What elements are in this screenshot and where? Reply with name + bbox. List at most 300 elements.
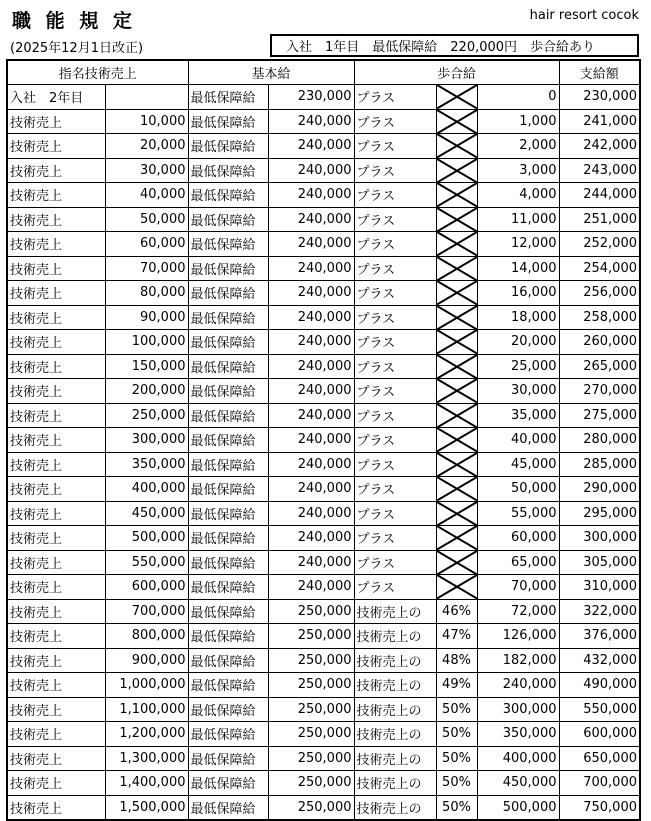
commission-amount: 300,000 (477, 697, 559, 722)
total-pay: 254,000 (559, 256, 640, 281)
sales-amount: 1,100,000 (105, 697, 188, 722)
base-amount: 250,000 (268, 648, 354, 673)
sales-amount: 50,000 (105, 207, 188, 232)
base-amount: 250,000 (268, 624, 354, 649)
cross-icon (437, 232, 477, 256)
commission-amount: 40,000 (477, 428, 559, 453)
base-amount: 240,000 (268, 575, 354, 600)
table-row (7, 550, 640, 575)
sales-amount (105, 85, 188, 110)
base-amount: 240,000 (268, 183, 354, 208)
not-applicable-mark (436, 305, 477, 330)
commission-amount: 16,000 (477, 281, 559, 306)
table-row (7, 697, 640, 722)
not-applicable-mark (436, 575, 477, 600)
first-year-notice: 入社 1年目 最低保障給 220,000円 歩合給あり (270, 34, 639, 57)
sales-amount: 60,000 (105, 232, 188, 257)
row-label: 技術売上 (7, 379, 105, 404)
table-row (7, 648, 640, 673)
table-row (7, 599, 640, 624)
sales-amount: 150,000 (105, 354, 188, 379)
commission-label: プラス (354, 183, 436, 208)
base-label: 最低保障給 (188, 795, 268, 820)
table-row (7, 183, 640, 208)
base-amount: 240,000 (268, 305, 354, 330)
commission-rate: 50% (436, 771, 477, 796)
base-amount: 240,000 (268, 428, 354, 453)
not-applicable-mark (436, 403, 477, 428)
commission-label: プラス (354, 158, 436, 183)
sales-amount: 400,000 (105, 477, 188, 502)
sales-amount: 100,000 (105, 330, 188, 355)
not-applicable-mark (436, 207, 477, 232)
row-label: 技術売上 (7, 624, 105, 649)
commission-amount: 2,000 (477, 134, 559, 159)
not-applicable-mark (436, 256, 477, 281)
row-label: 技術売上 (7, 673, 105, 698)
commission-label: プラス (354, 403, 436, 428)
commission-amount: 30,000 (477, 379, 559, 404)
not-applicable-mark (436, 550, 477, 575)
row-label: 技術売上 (7, 575, 105, 600)
commission-label: プラス (354, 526, 436, 551)
base-label: 最低保障給 (188, 673, 268, 698)
table-row (7, 477, 640, 502)
cross-icon (437, 379, 477, 403)
table-row (7, 305, 640, 330)
col-header-base: 基本給 (188, 60, 354, 85)
commission-amount: 18,000 (477, 305, 559, 330)
not-applicable-mark (436, 134, 477, 159)
commission-rate: 50% (436, 795, 477, 820)
not-applicable-mark (436, 85, 477, 110)
table-row (7, 85, 640, 110)
base-label: 最低保障給 (188, 379, 268, 404)
row-label: 技術売上 (7, 452, 105, 477)
cross-icon (437, 575, 477, 599)
sales-amount: 600,000 (105, 575, 188, 600)
base-amount: 240,000 (268, 232, 354, 257)
base-amount: 250,000 (268, 746, 354, 771)
base-amount: 240,000 (268, 281, 354, 306)
commission-rate: 47% (436, 624, 477, 649)
commission-amount: 500,000 (477, 795, 559, 820)
sales-amount: 1,000,000 (105, 673, 188, 698)
table-row (7, 746, 640, 771)
commission-amount: 72,000 (477, 599, 559, 624)
base-amount: 250,000 (268, 722, 354, 747)
base-amount: 240,000 (268, 134, 354, 159)
base-amount: 250,000 (268, 599, 354, 624)
commission-label: プラス (354, 575, 436, 600)
sales-amount: 350,000 (105, 452, 188, 477)
commission-label: 技術売上の (354, 648, 436, 673)
sales-amount: 1,500,000 (105, 795, 188, 820)
row-label: 技術売上 (7, 697, 105, 722)
total-pay: 490,000 (559, 673, 640, 698)
table-body (7, 85, 640, 821)
cross-icon (437, 257, 477, 281)
commission-label: 技術売上の (354, 722, 436, 747)
total-pay: 230,000 (559, 85, 640, 110)
not-applicable-mark (436, 379, 477, 404)
base-label: 最低保障給 (188, 501, 268, 526)
sales-amount: 1,300,000 (105, 746, 188, 771)
cross-icon (437, 502, 477, 526)
table-row (7, 379, 640, 404)
table-header-row (7, 60, 640, 85)
row-label: 技術売上 (7, 207, 105, 232)
table-row (7, 232, 640, 257)
base-amount: 250,000 (268, 771, 354, 796)
commission-label: プラス (354, 305, 436, 330)
base-label: 最低保障給 (188, 624, 268, 649)
not-applicable-mark (436, 428, 477, 453)
table-row (7, 109, 640, 134)
table-row (7, 281, 640, 306)
not-applicable-mark (436, 183, 477, 208)
base-amount: 240,000 (268, 550, 354, 575)
commission-amount: 240,000 (477, 673, 559, 698)
total-pay: 376,000 (559, 624, 640, 649)
commission-label: プラス (354, 85, 436, 110)
row-label: 技術売上 (7, 330, 105, 355)
base-label: 最低保障給 (188, 403, 268, 428)
row-label: 技術売上 (7, 599, 105, 624)
sales-amount: 10,000 (105, 109, 188, 134)
commission-amount: 12,000 (477, 232, 559, 257)
base-amount: 250,000 (268, 673, 354, 698)
commission-label: プラス (354, 477, 436, 502)
salon-brand: hair resort cocok (529, 8, 639, 23)
base-label: 最低保障給 (188, 575, 268, 600)
total-pay: 258,000 (559, 305, 640, 330)
commission-amount: 450,000 (477, 771, 559, 796)
cross-icon (437, 159, 477, 183)
commission-label: プラス (354, 281, 436, 306)
sales-amount: 30,000 (105, 158, 188, 183)
row-label: 技術売上 (7, 305, 105, 330)
commission-amount: 45,000 (477, 452, 559, 477)
base-amount: 240,000 (268, 158, 354, 183)
col-header-total: 支給額 (559, 60, 640, 85)
sales-amount: 70,000 (105, 256, 188, 281)
total-pay: 265,000 (559, 354, 640, 379)
base-amount: 240,000 (268, 354, 354, 379)
commission-amount: 182,000 (477, 648, 559, 673)
base-label: 最低保障給 (188, 697, 268, 722)
sales-amount: 80,000 (105, 281, 188, 306)
commission-label: 技術売上の (354, 599, 436, 624)
cross-icon (437, 428, 477, 452)
base-label: 最低保障給 (188, 330, 268, 355)
not-applicable-mark (436, 330, 477, 355)
base-amount: 240,000 (268, 526, 354, 551)
base-amount: 240,000 (268, 256, 354, 281)
table-row (7, 501, 640, 526)
row-label: 技術売上 (7, 403, 105, 428)
base-amount: 250,000 (268, 795, 354, 820)
commission-amount: 60,000 (477, 526, 559, 551)
row-label: 技術売上 (7, 428, 105, 453)
commission-amount: 400,000 (477, 746, 559, 771)
cross-icon (437, 404, 477, 428)
table-row (7, 575, 640, 600)
total-pay: 241,000 (559, 109, 640, 134)
not-applicable-mark (436, 501, 477, 526)
sales-amount: 550,000 (105, 550, 188, 575)
cross-icon (437, 85, 477, 109)
commission-rate: 46% (436, 599, 477, 624)
row-label: 技術売上 (7, 281, 105, 306)
commission-label: プラス (354, 109, 436, 134)
base-amount: 240,000 (268, 330, 354, 355)
commission-label: 技術売上の (354, 673, 436, 698)
row-label: 技術売上 (7, 648, 105, 673)
table-row (7, 330, 640, 355)
commission-label: 技術売上の (354, 624, 436, 649)
base-amount: 240,000 (268, 501, 354, 526)
commission-amount: 70,000 (477, 575, 559, 600)
sales-amount: 1,200,000 (105, 722, 188, 747)
cross-icon (437, 526, 477, 550)
table-row (7, 428, 640, 453)
total-pay: 305,000 (559, 550, 640, 575)
total-pay: 432,000 (559, 648, 640, 673)
base-label: 最低保障給 (188, 232, 268, 257)
sales-amount: 800,000 (105, 624, 188, 649)
row-label: 技術売上 (7, 477, 105, 502)
commission-amount: 350,000 (477, 722, 559, 747)
table-row (7, 771, 640, 796)
commission-label: プラス (354, 207, 436, 232)
base-amount: 240,000 (268, 403, 354, 428)
total-pay: 300,000 (559, 526, 640, 551)
base-label: 最低保障給 (188, 207, 268, 232)
base-amount: 250,000 (268, 697, 354, 722)
not-applicable-mark (436, 109, 477, 134)
not-applicable-mark (436, 452, 477, 477)
commission-label: プラス (354, 232, 436, 257)
total-pay: 550,000 (559, 697, 640, 722)
base-label: 最低保障給 (188, 305, 268, 330)
commission-label: プラス (354, 550, 436, 575)
table-row (7, 207, 640, 232)
commission-amount: 14,000 (477, 256, 559, 281)
cross-icon (437, 355, 477, 379)
table-row (7, 673, 640, 698)
table-row (7, 354, 640, 379)
commission-rate: 48% (436, 648, 477, 673)
row-label: 技術売上 (7, 158, 105, 183)
base-amount: 240,000 (268, 109, 354, 134)
total-pay: 750,000 (559, 795, 640, 820)
base-label: 最低保障給 (188, 722, 268, 747)
commission-label: プラス (354, 452, 436, 477)
base-amount: 240,000 (268, 379, 354, 404)
cross-icon (437, 134, 477, 158)
total-pay: 242,000 (559, 134, 640, 159)
row-label: 技術売上 (7, 256, 105, 281)
revision-date: (2025年12月1日改正) (10, 41, 144, 56)
table-row (7, 158, 640, 183)
total-pay: 700,000 (559, 771, 640, 796)
commission-amount: 1,000 (477, 109, 559, 134)
base-label: 最低保障給 (188, 281, 268, 306)
col-header-sales: 指名技術売上 (7, 60, 188, 85)
base-label: 最低保障給 (188, 109, 268, 134)
row-label: 技術売上 (7, 771, 105, 796)
commission-rate: 49% (436, 673, 477, 698)
commission-amount: 25,000 (477, 354, 559, 379)
commission-label: 技術売上の (354, 795, 436, 820)
col-header-commission: 歩合給 (354, 60, 559, 85)
commission-amount: 65,000 (477, 550, 559, 575)
commission-label: プラス (354, 330, 436, 355)
table-row (7, 526, 640, 551)
row-label: 入社 2年目 (7, 85, 105, 110)
not-applicable-mark (436, 281, 477, 306)
base-amount: 230,000 (268, 85, 354, 110)
row-label: 技術売上 (7, 550, 105, 575)
cross-icon (437, 330, 477, 354)
salary-table (6, 59, 641, 821)
sales-amount: 250,000 (105, 403, 188, 428)
base-label: 最低保障給 (188, 526, 268, 551)
base-label: 最低保障給 (188, 550, 268, 575)
commission-amount: 0 (477, 85, 559, 110)
commission-amount: 55,000 (477, 501, 559, 526)
row-label: 技術売上 (7, 795, 105, 820)
base-label: 最低保障給 (188, 599, 268, 624)
table-row (7, 403, 640, 428)
total-pay: 600,000 (559, 722, 640, 747)
row-label: 技術売上 (7, 232, 105, 257)
sales-amount: 40,000 (105, 183, 188, 208)
base-amount: 240,000 (268, 477, 354, 502)
table-row (7, 134, 640, 159)
base-label: 最低保障給 (188, 746, 268, 771)
base-label: 最低保障給 (188, 648, 268, 673)
base-label: 最低保障給 (188, 85, 268, 110)
cross-icon (437, 281, 477, 305)
commission-amount: 35,000 (477, 403, 559, 428)
cross-icon (437, 110, 477, 134)
base-label: 最低保障給 (188, 477, 268, 502)
base-label: 最低保障給 (188, 452, 268, 477)
row-label: 技術売上 (7, 746, 105, 771)
not-applicable-mark (436, 232, 477, 257)
base-label: 最低保障給 (188, 428, 268, 453)
sales-amount: 300,000 (105, 428, 188, 453)
row-label: 技術売上 (7, 134, 105, 159)
total-pay: 285,000 (559, 452, 640, 477)
total-pay: 295,000 (559, 501, 640, 526)
commission-amount: 11,000 (477, 207, 559, 232)
total-pay: 244,000 (559, 183, 640, 208)
not-applicable-mark (436, 158, 477, 183)
cross-icon (437, 453, 477, 477)
total-pay: 251,000 (559, 207, 640, 232)
total-pay: 322,000 (559, 599, 640, 624)
sales-amount: 500,000 (105, 526, 188, 551)
base-label: 最低保障給 (188, 183, 268, 208)
row-label: 技術売上 (7, 722, 105, 747)
base-amount: 240,000 (268, 452, 354, 477)
table-row (7, 795, 640, 820)
cross-icon (437, 477, 477, 501)
cross-icon (437, 306, 477, 330)
sales-amount: 1,400,000 (105, 771, 188, 796)
total-pay: 275,000 (559, 403, 640, 428)
not-applicable-mark (436, 526, 477, 551)
page-title: 職 能 規 定 (12, 10, 136, 32)
cross-icon (437, 551, 477, 575)
commission-amount: 20,000 (477, 330, 559, 355)
commission-label: プラス (354, 428, 436, 453)
commission-rate: 50% (436, 722, 477, 747)
row-label: 技術売上 (7, 354, 105, 379)
commission-label: 技術売上の (354, 697, 436, 722)
commission-label: プラス (354, 134, 436, 159)
row-label: 技術売上 (7, 109, 105, 134)
base-label: 最低保障給 (188, 771, 268, 796)
commission-label: プラス (354, 379, 436, 404)
cross-icon (437, 208, 477, 232)
commission-amount: 50,000 (477, 477, 559, 502)
commission-amount: 4,000 (477, 183, 559, 208)
sales-amount: 450,000 (105, 501, 188, 526)
total-pay: 290,000 (559, 477, 640, 502)
total-pay: 310,000 (559, 575, 640, 600)
base-amount: 240,000 (268, 207, 354, 232)
table-row (7, 624, 640, 649)
commission-label: 技術売上の (354, 746, 436, 771)
base-label: 最低保障給 (188, 256, 268, 281)
total-pay: 650,000 (559, 746, 640, 771)
total-pay: 280,000 (559, 428, 640, 453)
commission-label: 技術売上の (354, 771, 436, 796)
table-row (7, 452, 640, 477)
commission-rate: 50% (436, 746, 477, 771)
row-label: 技術売上 (7, 501, 105, 526)
not-applicable-mark (436, 477, 477, 502)
commission-amount: 126,000 (477, 624, 559, 649)
base-label: 最低保障給 (188, 158, 268, 183)
commission-rate: 50% (436, 697, 477, 722)
commission-label: プラス (354, 256, 436, 281)
total-pay: 243,000 (559, 158, 640, 183)
table-row (7, 722, 640, 747)
total-pay: 256,000 (559, 281, 640, 306)
sales-amount: 90,000 (105, 305, 188, 330)
row-label: 技術売上 (7, 526, 105, 551)
total-pay: 252,000 (559, 232, 640, 257)
not-applicable-mark (436, 354, 477, 379)
sales-amount: 200,000 (105, 379, 188, 404)
sales-amount: 700,000 (105, 599, 188, 624)
row-label: 技術売上 (7, 183, 105, 208)
commission-label: プラス (354, 354, 436, 379)
table-row (7, 256, 640, 281)
sales-amount: 900,000 (105, 648, 188, 673)
base-label: 最低保障給 (188, 354, 268, 379)
total-pay: 270,000 (559, 379, 640, 404)
total-pay: 260,000 (559, 330, 640, 355)
sales-amount: 20,000 (105, 134, 188, 159)
base-label: 最低保障給 (188, 134, 268, 159)
commission-label: プラス (354, 501, 436, 526)
